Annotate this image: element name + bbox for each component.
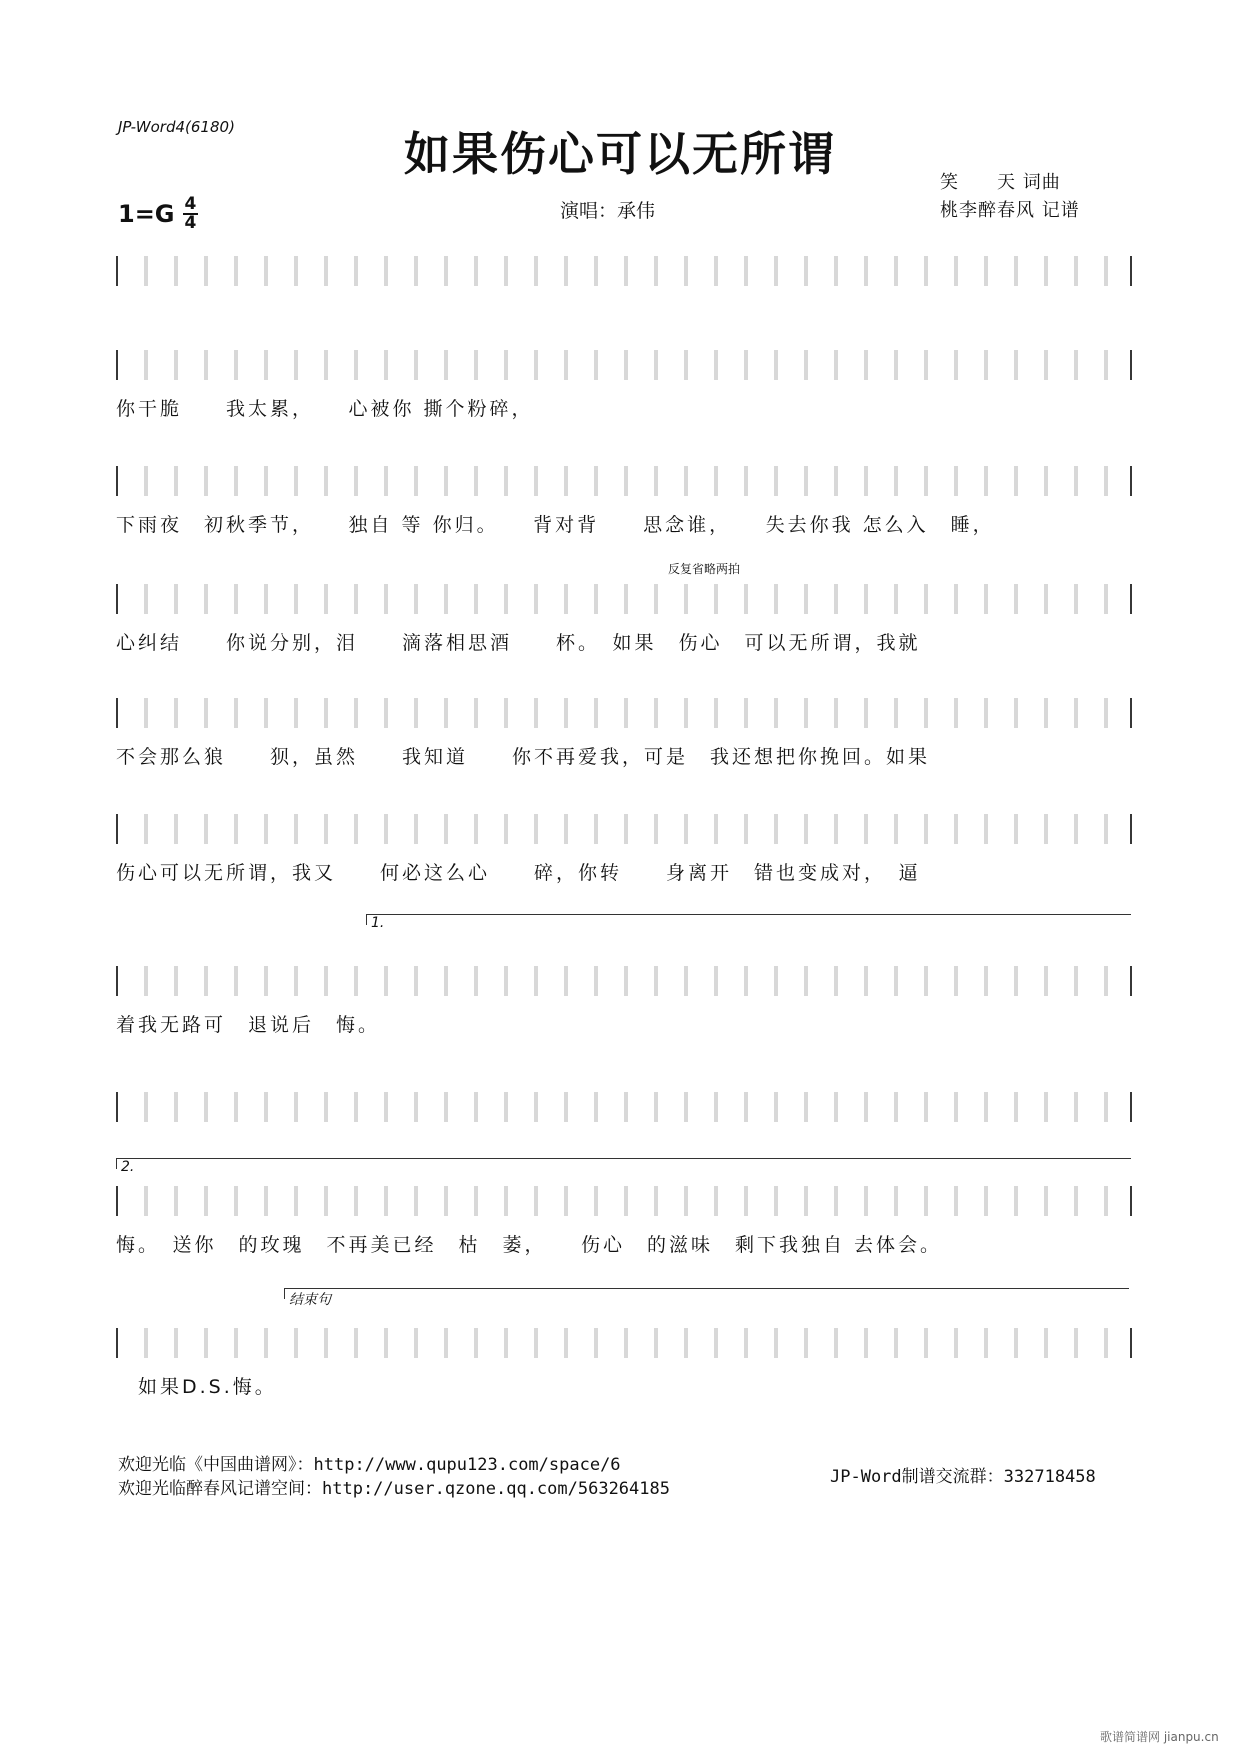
notation-line: [116, 256, 1132, 286]
lyric-line: 你干脆 我太累， 心被你 撕个粉碎，: [116, 398, 534, 420]
ending-phrase: 结束句: [284, 1288, 1129, 1299]
performer: 演唱：承伟: [560, 200, 656, 222]
notation-line: [116, 1186, 1132, 1216]
lyric-line: 不会那么狼 狈，虽然 我知道 你不再爱我，可是 我还想把你挽回。如果: [116, 746, 931, 768]
notation-line: [116, 698, 1132, 728]
key-signature: [118, 196, 198, 232]
notation-line: [116, 814, 1132, 844]
lyric-line: 着我无路可 退说后 悔。: [116, 1014, 381, 1036]
time-bottom: 4: [184, 213, 197, 233]
notation-line: [116, 584, 1132, 614]
key-label: 1=G: [118, 200, 175, 228]
lyric-line: 如果D.S.悔。: [116, 1376, 277, 1398]
footer-group: JP-Word制谱交流群：332718458: [830, 1467, 1096, 1487]
notation-line: [116, 466, 1132, 496]
notation-line: [116, 1328, 1132, 1358]
lyricist-composer: 笑 天 词曲: [940, 172, 1061, 193]
footer-link-2: 欢迎光临醉春风记谱空间：http://user.qzone.qq.com/563264185: [118, 1479, 670, 1499]
volta-1: 1.: [366, 914, 1131, 925]
notation-line: [116, 350, 1132, 380]
transcriber: 桃李醉春风 记谱: [940, 200, 1080, 221]
time-top: 4: [184, 194, 197, 214]
watermark: 歌谱简谱网 jianpu.cn: [1100, 1730, 1219, 1744]
notation-line: [116, 1092, 1132, 1122]
lyric-line: 悔。 送你 的玫瑰 不再美已经 枯 萎， 伤心 的滋味 剩下我独自 去体会。: [116, 1234, 943, 1256]
lyric-line: 下雨夜 初秋季节， 独自 等 你归。 背对背 思念谁， 失去你我 怎么入 睡，: [116, 514, 995, 536]
repeat-note: 反复省略两拍: [668, 562, 741, 576]
volta-2: 2.: [116, 1158, 1131, 1169]
lyric-line: 心纠结 你说分别，泪 滴落相思酒 杯。 如果 伤心 可以无所谓，我就: [116, 632, 921, 654]
software-version: JP-Word4(6180): [118, 118, 235, 136]
notation-line: [116, 966, 1132, 996]
lyric-line: 伤心可以无所谓，我又 何必这么心 碎，你转 身离开 错也变成对， 逼: [116, 862, 921, 884]
footer-link-1: 欢迎光临《中国曲谱网》：http://www.qupu123.com/space/6: [118, 1455, 621, 1475]
time-signature: [183, 196, 199, 232]
song-title: 如果伤心可以无所谓: [404, 127, 836, 181]
